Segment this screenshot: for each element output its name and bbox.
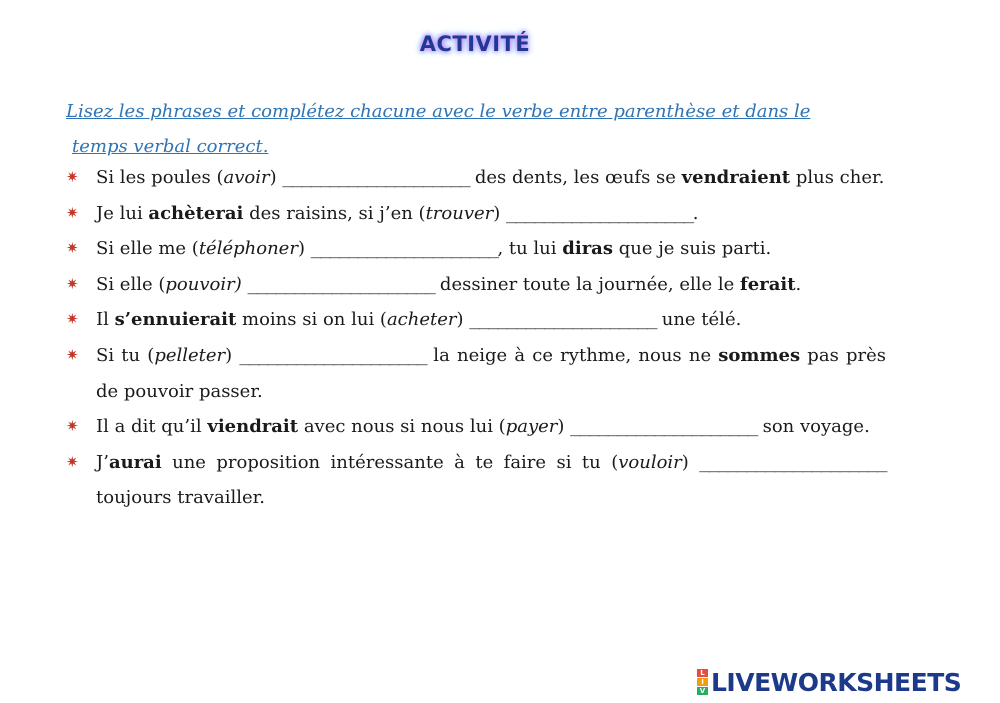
sentence-text: pas près de pouvoir passer. [96,344,887,402]
sentence-text: toujours travailler. [96,487,265,509]
bold-verb: vendraient [681,167,791,188]
bullet-star-icon: ✷ [66,168,79,186]
sentence-text: ) [681,451,700,473]
sentence-text: ) [493,202,507,224]
logo-text: LIVEWORKSHEETS [711,667,962,697]
bullet-star-icon: ✷ [66,452,79,471]
sentence-text: Il a dit qu’il [96,416,208,438]
sentence-text: . [795,273,802,295]
bullet-star-icon: ✷ [66,310,79,329]
bold-verb: viendrait [207,416,299,438]
exercise-item-8 [64,445,886,516]
verb-hint: pouvoir) [165,273,242,295]
sentence-text: des raisins, si j’en ( [243,202,426,224]
sentence-text: ) [557,416,571,438]
verb-hint: payer [505,416,558,438]
bullet-star-icon: ✷ [66,239,79,258]
answer-blank[interactable]: ____________________ [239,344,427,366]
sentence-text: son voyage. [756,416,870,438]
answer-blank[interactable]: ____________________ [310,238,498,260]
sentence-text: plus cher. [790,167,885,188]
bold-verb: sommes [718,344,801,366]
answer-blank[interactable]: ____________________ [506,202,693,224]
sentence-text: une télé. [656,309,742,331]
sentence-text: Il [96,309,115,331]
verb-hint: téléphoner [198,238,298,260]
logo-letter: I [697,678,708,686]
verb-hint: trouver [425,202,494,224]
sentence-text: Si tu ( [96,344,155,366]
sentence-text: que je suis parti. [612,238,772,260]
instruction-line-1: Lisez les phrases et complétez chacune avec le verbe entre parenthèse et dans le [66,101,811,122]
sentence-text: des dents, les œufs se [469,167,682,188]
instruction-line-2: temps verbal correct. [72,136,269,157]
bullet-star-icon: ✷ [66,274,79,293]
sentence-text: Si les poules ( [96,167,224,188]
sentence-text: Si elle me ( [96,238,199,260]
bullet-star-icon: ✷ [66,417,79,436]
exercise-item-2 [64,196,886,232]
sentence-text: ) [225,344,240,366]
sentence-text: , tu lui [497,238,563,260]
sentence-text: ) [456,309,470,331]
verb-hint: acheter [386,309,457,331]
exercise-item-5 [64,302,886,338]
bold-verb: achèterai [148,202,244,224]
sentence-text: moins si on lui ( [236,309,387,331]
sentence-text: dessiner toute la journée, elle le [434,273,741,295]
bold-verb: aurai [108,451,162,473]
sentence-text: . [692,202,699,224]
bullet-star-icon: ✷ [66,203,79,222]
bold-verb: s’ennuierait [114,309,237,331]
sentence-text: J’ [96,451,109,473]
verb-hint: vouloir [618,451,682,473]
bold-verb: ferait [740,273,796,295]
bullet-star-icon: ✷ [66,345,79,364]
sentence-text: Si elle ( [96,273,166,295]
exercise-item-1 [64,160,886,196]
sentence-text: une proposition intéressante à te faire si tu ( [161,451,619,473]
exercise-item-4 [64,267,886,303]
exercise-list [64,160,886,516]
exercise-item-6 [64,338,886,409]
sentence-text: avec nous si nous lui ( [298,416,506,438]
sentence-text: Je lui [96,202,149,224]
instruction-text [66,94,886,164]
verb-hint: avoir [223,167,270,188]
sentence-text: ) [297,238,311,260]
bold-verb: diras [562,238,613,260]
answer-blank[interactable]: ____________________ [282,167,470,188]
verb-hint: pelleter [154,344,226,366]
answer-blank[interactable]: ____________________ [699,451,886,473]
activity-title: ACTIVITÉ [419,32,531,56]
sentence-text: ) [269,167,283,188]
liveworksheets-logo [697,666,961,698]
answer-blank[interactable]: ____________________ [469,309,657,331]
logo-letter: L [697,669,708,677]
answer-blank[interactable]: ____________________ [247,273,435,295]
exercise-item-7 [64,409,886,445]
logo-letter: V [697,687,708,695]
logo-blocks-icon [697,669,708,695]
sentence-text: la neige à ce rythme, nous ne [426,344,719,366]
answer-blank[interactable]: ____________________ [570,416,757,438]
exercise-item-3 [64,231,886,267]
